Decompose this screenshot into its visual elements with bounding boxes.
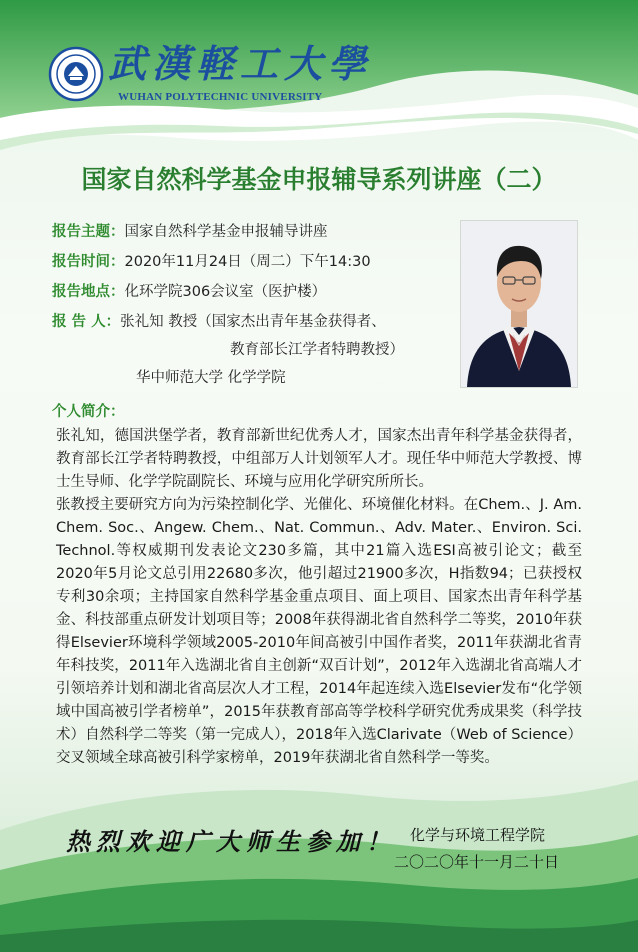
organizer: 化学与环境工程学院 [410,826,546,844]
university-emblem-icon [48,46,104,102]
university-logo-cn: 武漢軽工大學 [108,41,373,86]
speaker-label: 报 告 人： [52,314,121,330]
speaker-value-line2: 教育部长江学者特聘教授） [230,342,404,358]
place-row [52,282,326,302]
topic-value: 国家自然科学基金申报辅导讲座 [124,224,328,240]
issue-date: 二〇二〇年十一月二十日 [394,853,560,871]
bio-heading: 个人简介： [52,404,125,420]
welcome-slogan: 热烈欢迎广大师生参加！ [66,827,396,856]
lecture-title: 国家自然科学基金申报辅导系列讲座（二） [81,165,557,194]
topic-row [52,222,328,242]
time-label: 报告时间： [52,254,125,270]
speaker-photo [460,220,578,388]
topic-label: 报告主题： [52,224,125,240]
bio-paragraph-2: 张教授主要研究方向为污染控制化学、光催化、环境催化材料。在Chem.、J. Am. Chem. Soc.、Angew. Chem.、Nat. Commun.、Adv. Mater.、Environ. Sci. Technol.等权威期刊发表论文230多篇，其中21篇入选ESI高被引论文；截至2020年5月论文总引用22680多次，他引超过21900多次，H指数94；已获授权专利30余项；主持国家自然科学基金重点项目、面上项目、国家杰出青年科学基金、科技部重点研发计划项目等；2008年获得湖北省自然科学二等奖，2010年获得Elsevier环境科学领域2005-2010年间高被引中国作者奖，2011年获湖北省青年科技奖，2011年入选湖北省自主创新“双百计划”，2012年入选湖北省高端人才引领培养计划和湖北省高层次人才工程，2014年起连续入选Elsevier发布“化学领域中国高被引学者榜单”，2015年获教育部高等学校科学研究优秀成果奖（科学技术）自然科学二等奖（第一完成人），2018年入选Clarivate（Web of Science）交叉领域全球高被引科学家榜单，2019年获湖北省自然科学一等奖。 [56,497,582,766]
speaker-affiliation: 华中师范大学 化学学院 [136,370,286,386]
speaker-row [52,312,386,332]
university-logo-en: WUHAN POLYTECHNIC UNIVERSITY [118,91,323,103]
time-row [52,252,371,272]
place-label: 报告地点： [52,284,125,300]
bio-text [56,425,582,770]
bio-paragraph-1: 张礼知，德国洪堡学者，教育部新世纪优秀人才，国家杰出青年科学基金获得者，教育部长江学者特聘教授，中组部万人计划领军人才。现任华中师范大学教授、博士生导师、化学学院副院长、环境与应用化学研究所所长。 [56,428,582,490]
speaker-value-line1: 张礼知 教授（国家杰出青年基金获得者、 [120,314,386,330]
time-value: 2020年11月24日（周二）下午14:30 [124,254,371,270]
place-value: 化环学院306会议室（医护楼） [124,284,327,300]
